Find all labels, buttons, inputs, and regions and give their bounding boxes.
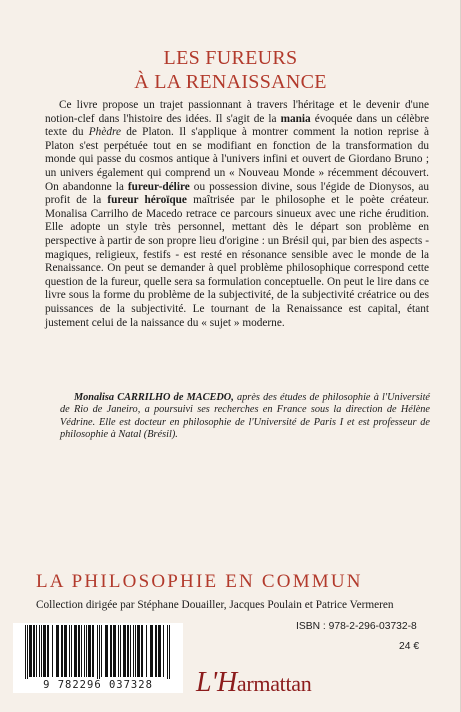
publisher-logo-cap: L'H [196, 667, 237, 698]
blurb-text-1: Ce livre propose un trajet passionnant à travers l'héritage et le devenir d'une notion-clef dans l'histoire des idées. Il s'agit de la [45, 99, 429, 125]
barcode-bar [25, 625, 26, 681]
barcode-bar [146, 625, 147, 677]
barcode-bar [141, 625, 143, 677]
blurb-text-4: ou possession divine, sous l'égide de Dionysos, au profit de la [45, 180, 429, 207]
barcode-bar [169, 625, 170, 681]
barcode [13, 623, 183, 693]
barcode-bar [86, 625, 87, 677]
isbn: ISBN : 978-2-296-03732-8 [296, 621, 417, 632]
barcode-bar [167, 625, 168, 681]
barcode-bar [135, 625, 136, 677]
barcode-bar [71, 625, 72, 677]
barcode-bar [52, 625, 53, 677]
barcode-bar [97, 625, 98, 681]
barcode-bar [78, 625, 80, 677]
term-fureur-delire: fureur-délire [127, 180, 190, 193]
barcode-bar [163, 625, 164, 677]
barcode-bar [69, 625, 70, 677]
barcode-bar [74, 625, 77, 677]
barcode-bar [29, 625, 32, 677]
barcode-bar [127, 625, 129, 677]
title-line-2: À LA RENAISSANCE [134, 71, 327, 93]
barcode-bar [113, 625, 116, 677]
barcode-bar [84, 625, 85, 677]
barcode-bars [13, 623, 183, 681]
barcode-bar [27, 625, 28, 681]
barcode-bar [158, 625, 161, 677]
barcode-bar [61, 625, 63, 677]
author-bio [60, 392, 430, 442]
barcode-bar [155, 625, 157, 677]
title-line-1: LES FUREURS [163, 47, 298, 69]
term-mania: mania [280, 112, 311, 125]
author-bio-text: après des études de philosophie à l'Université de Rio de Janeiro, a poursuivi ses recherches en France sous la direction de Hélène Védrine. Elle est docteur en philosophie de l'Université de Paris I et est professeur de philosophie à Natal (Brésil). [60, 392, 431, 441]
barcode-bar [118, 625, 119, 677]
barcode-bar [92, 625, 94, 677]
barcode-bar [133, 625, 134, 677]
blurb-text-5: maîtrisée par le philosophe et le poète créateur. Monalisa Carrilho de Macedo retrace ce parcours sinueux avec une riche érudition. Elle adopte un style très personnel, mettant dès le départ son problème en perspective à partir de son propre lieu d'origine : un Brésil qui, par bien des aspects - magiques, religieux, festifs - est resté en résonance sensible avec le monde de la Renaissance. On peut se demander à quel problème philosophique correspond cette question de la fureur, quelle sera sa formulation conceptuelle. On peut le lire dans ce livre sous la forme du problème de la subjectivité, de la subjectivité créatrice ou des puissances de la subjectivité. Le tournant de la Renaissance est capital, étant justement celui de la naissance du « sujet » moderne. [45, 194, 430, 329]
barcode-bar [56, 625, 59, 677]
barcode-bar [47, 625, 49, 677]
barcode-digits: 9 782296 037328 [13, 679, 183, 691]
author-name: Monalisa CARRILHO de MACEDO, [74, 392, 234, 403]
blurb-text-3: de Platon. Il s'applique à montrer comment la notion reprise à Platon s'est perpétuée tout en se modifiant en fonction de la transformation du monde qui passe du cosmos antique à l'univers infini et ouvert de Giordano Bruno ; un univers également qui comprend un « Nouveau Monde » récemment découvert. On abandonne la [45, 126, 429, 193]
price: 24 € [399, 641, 420, 652]
barcode-bar [81, 625, 82, 677]
blurb-text-2: évoquée dans un célèbre texte du [45, 112, 429, 139]
barcode-bar [105, 625, 108, 677]
barcode-bar [150, 625, 153, 677]
barcode-bar [41, 625, 42, 677]
book-title [0, 46, 461, 94]
barcode-bar [110, 625, 112, 677]
barcode-bar [99, 625, 100, 681]
blurb-paragraph [45, 99, 429, 330]
barcode-bar [101, 625, 102, 677]
barcode-bar [43, 625, 46, 677]
work-title-phedre: Phèdre [88, 126, 121, 139]
barcode-bar [64, 625, 67, 677]
barcode-bar [123, 625, 126, 677]
barcode-bar [36, 625, 37, 677]
publisher-logo-rest: armattan [236, 671, 312, 696]
barcode-bar [33, 625, 35, 677]
barcode-bar [39, 625, 40, 677]
barcode-bar [137, 625, 140, 677]
publisher-logo [196, 667, 311, 699]
barcode-bar [130, 625, 131, 677]
term-fureur-heroique: fureur héroïque [107, 194, 187, 207]
barcode-bar [120, 625, 121, 677]
barcode-bar [88, 625, 91, 677]
series-editors: Collection dirigée par Stéphane Douailler, Jacques Poulain et Patrice Vermeren [36, 599, 394, 611]
series-name: LA PHILOSOPHIE EN COMMUN [36, 571, 363, 592]
